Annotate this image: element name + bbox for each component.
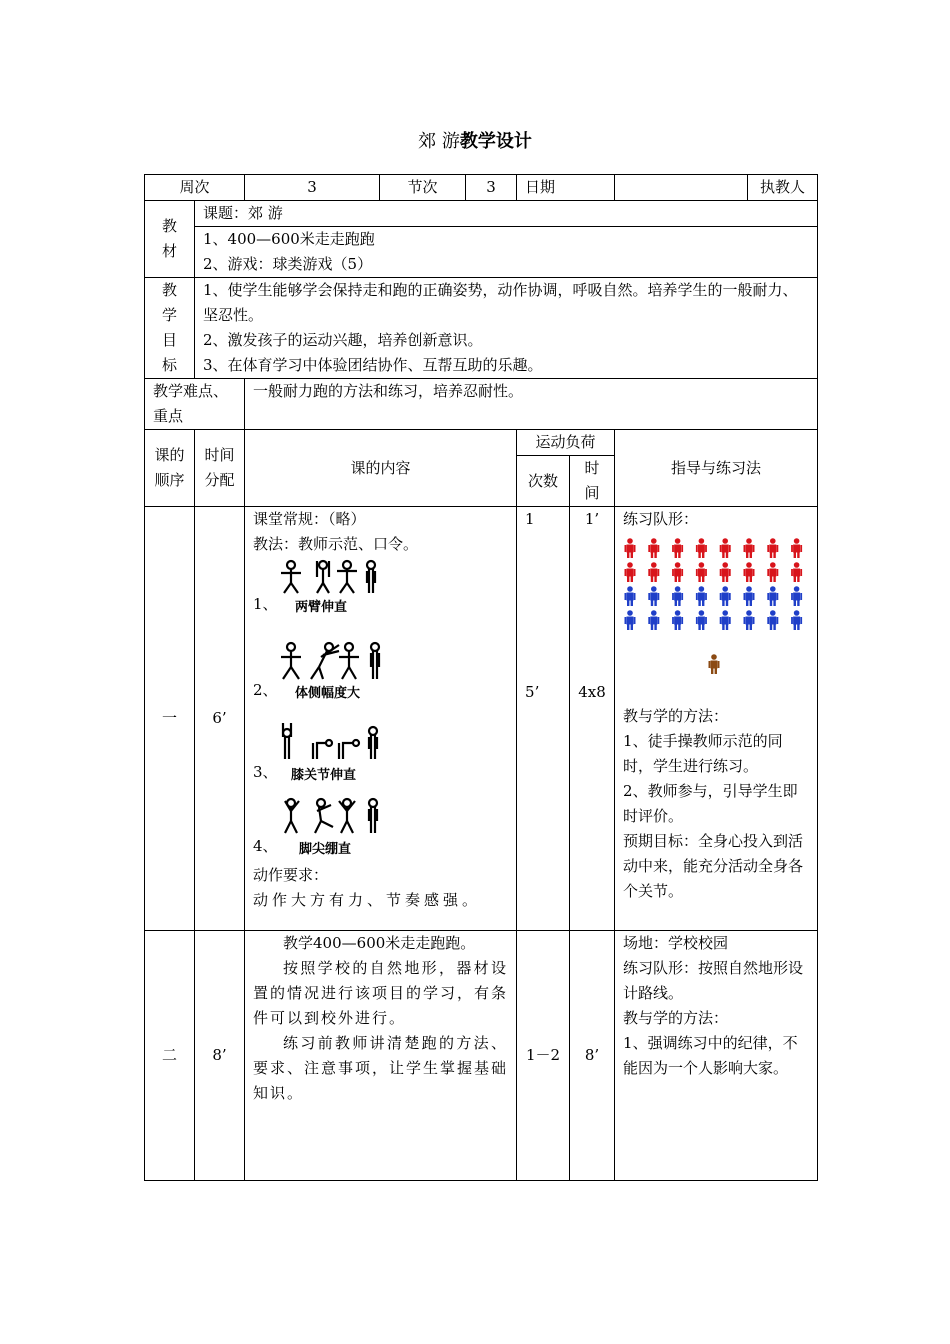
period-label: 节次 — [380, 175, 466, 201]
section-count — [517, 507, 570, 931]
exercise-number: 1、 — [253, 595, 278, 613]
title-name: 郊 游 — [418, 131, 460, 152]
student-blue-icon — [791, 610, 802, 630]
requirement-label: 动作要求： — [253, 866, 329, 884]
material-items-row — [145, 227, 818, 278]
teacher-icon — [709, 654, 720, 674]
date-label: 日期 — [517, 175, 615, 201]
header-content: 课的内容 — [245, 430, 517, 507]
student-blue-icon — [672, 586, 683, 606]
student-red-icon — [767, 562, 778, 582]
section-load-time — [570, 507, 615, 931]
student-red-icon — [744, 538, 755, 558]
content-paragraph: 练习前教师讲清楚跑的方法、要求、注意事项，让学生掌握基础知识。 — [253, 1034, 509, 1102]
material-row — [145, 201, 818, 227]
difficulty-label: 教学难点、重点 — [145, 379, 245, 430]
student-red-icon — [791, 538, 802, 558]
count-value: 1 — [525, 510, 535, 528]
method-item: 2、教师参与，引导学生即时评价。 — [623, 782, 798, 825]
content-paragraph: 按照学校的自然地形，器材设置的情况进行该项目的学习，有条件可以到校外进行。 — [253, 959, 509, 1027]
material-item: 2、游戏：球类游戏（5） — [203, 255, 373, 273]
student-red-icon — [672, 562, 683, 582]
header-load-time: 时间 — [570, 456, 615, 507]
stick-figures-icon — [281, 723, 391, 785]
exercise-caption: 两臂伸直 — [295, 600, 348, 615]
section-count: 1－2 — [517, 931, 570, 1181]
period-value: 3 — [466, 175, 517, 201]
stick-figures-icon — [281, 797, 391, 859]
material-label: 教材 — [145, 201, 195, 278]
student-blue-icon — [625, 586, 636, 606]
header-time: 时间分配 — [195, 430, 245, 507]
section-order: 一 — [145, 507, 195, 931]
section-content — [245, 507, 517, 931]
exercise-3 — [253, 703, 508, 785]
info-row — [145, 175, 818, 201]
student-blue-icon — [625, 610, 636, 630]
method-item: 练习队形：按照自然地形设计路线。 — [623, 959, 804, 1002]
content-line: 课堂常规：（略） — [253, 510, 366, 528]
section-time: 8’ — [195, 931, 245, 1181]
exercise-caption: 体侧幅度大 — [295, 686, 361, 701]
method-item: 预期目标：全身心投入到活动中来，能充分活动全身各个关节。 — [623, 832, 804, 900]
student-blue-icon — [720, 586, 731, 606]
header-row — [145, 430, 818, 456]
student-blue-icon — [791, 586, 802, 606]
formation-label: 练习队形： — [623, 510, 699, 528]
section-time: 6’ — [195, 507, 245, 931]
exercise-caption: 膝关节伸直 — [291, 768, 357, 783]
student-red-icon — [720, 538, 731, 558]
content-paragraph: 教学400—600米走走跑跑。 — [283, 934, 476, 952]
exercise-caption: 脚尖绷直 — [299, 842, 352, 857]
exercise-number: 2、 — [253, 681, 278, 699]
time-value: 4x8 — [578, 683, 606, 701]
student-red-icon — [791, 562, 802, 582]
difficulty-row — [145, 379, 818, 430]
difficulty-text: 一般耐力跑的方法和练习，培养忍耐性。 — [245, 379, 818, 430]
student-red-icon — [648, 538, 659, 558]
student-red-icon — [672, 538, 683, 558]
stick-figures-icon — [281, 641, 391, 703]
title-suffix: 教学设计 — [459, 131, 532, 152]
goals-row — [145, 278, 818, 379]
exercise-1 — [253, 557, 508, 617]
goal-item: 2、激发孩子的运动兴趣，培养创新意识。 — [203, 331, 483, 349]
student-blue-icon — [720, 610, 731, 630]
goals-label: 教学目标 — [145, 278, 195, 379]
section-content — [245, 931, 517, 1181]
student-blue-icon — [744, 610, 755, 630]
header-order: 课的顺序 — [145, 430, 195, 507]
student-blue-icon — [672, 610, 683, 630]
goal-item: 3、在体育学习中体验团结协作、互帮互助的乐趣。 — [203, 356, 543, 374]
student-blue-icon — [696, 610, 707, 630]
material-topic: 课题：郊 游 — [195, 201, 818, 227]
count-value: 5’ — [525, 683, 540, 701]
content-line: 教法：教师示范、口令。 — [253, 535, 419, 553]
section-method — [615, 507, 818, 931]
exercise-4 — [253, 785, 508, 859]
student-blue-icon — [744, 586, 755, 606]
student-red-icon — [744, 562, 755, 582]
student-red-icon — [696, 562, 707, 582]
date-value — [615, 175, 748, 201]
page-title — [0, 127, 950, 153]
time-value: 1’ — [584, 510, 600, 528]
exercise-2 — [253, 617, 508, 703]
student-red-icon — [648, 562, 659, 582]
section-method — [615, 931, 818, 1181]
section-row-2 — [145, 931, 818, 1181]
student-blue-icon — [767, 586, 778, 606]
requirement-text: 动作大方有力、节奏感强。 — [253, 891, 482, 909]
student-blue-icon — [696, 586, 707, 606]
header-load: 运动负荷 — [517, 430, 615, 456]
exercise-number: 3、 — [253, 763, 278, 781]
lesson-plan-table — [144, 174, 818, 1181]
material-items — [195, 227, 818, 278]
student-blue-icon — [648, 610, 659, 630]
method-item: 1、徒手操教师示范的同时，学生进行练习。 — [623, 732, 783, 775]
method-item: 1、强调练习中的纪律，不能因为一个人影响大家。 — [623, 1034, 798, 1077]
student-blue-icon — [648, 586, 659, 606]
method-label: 教与学的方法： — [623, 707, 729, 725]
exercise-number: 4、 — [253, 837, 278, 855]
student-blue-icon — [767, 610, 778, 630]
week-label: 周次 — [145, 175, 245, 201]
material-item: 1、400—600米走走跑跑 — [203, 230, 375, 248]
goals-content — [195, 278, 818, 379]
student-red-icon — [625, 562, 636, 582]
week-value: 3 — [245, 175, 380, 201]
student-red-icon — [720, 562, 731, 582]
header-method: 指导与练习法 — [615, 430, 818, 507]
student-red-icon — [625, 538, 636, 558]
stick-figures-icon — [281, 559, 391, 617]
header-count: 次数 — [517, 456, 570, 507]
method-item: 场地：学校校园 — [623, 934, 729, 952]
goal-item: 1、使学生能够学会保持走和跑的正确姿势，动作协调，呼吸自然。培养学生的一般耐力、坚忍性。 — [203, 281, 798, 324]
section-load-time: 8’ — [570, 931, 615, 1181]
teacher-label: 执教人 — [748, 175, 818, 201]
formation-diagram — [623, 536, 813, 686]
section-row-1 — [145, 507, 818, 931]
method-item: 教与学的方法： — [623, 1009, 729, 1027]
student-red-icon — [767, 538, 778, 558]
student-red-icon — [696, 538, 707, 558]
section-order: 二 — [145, 931, 195, 1181]
